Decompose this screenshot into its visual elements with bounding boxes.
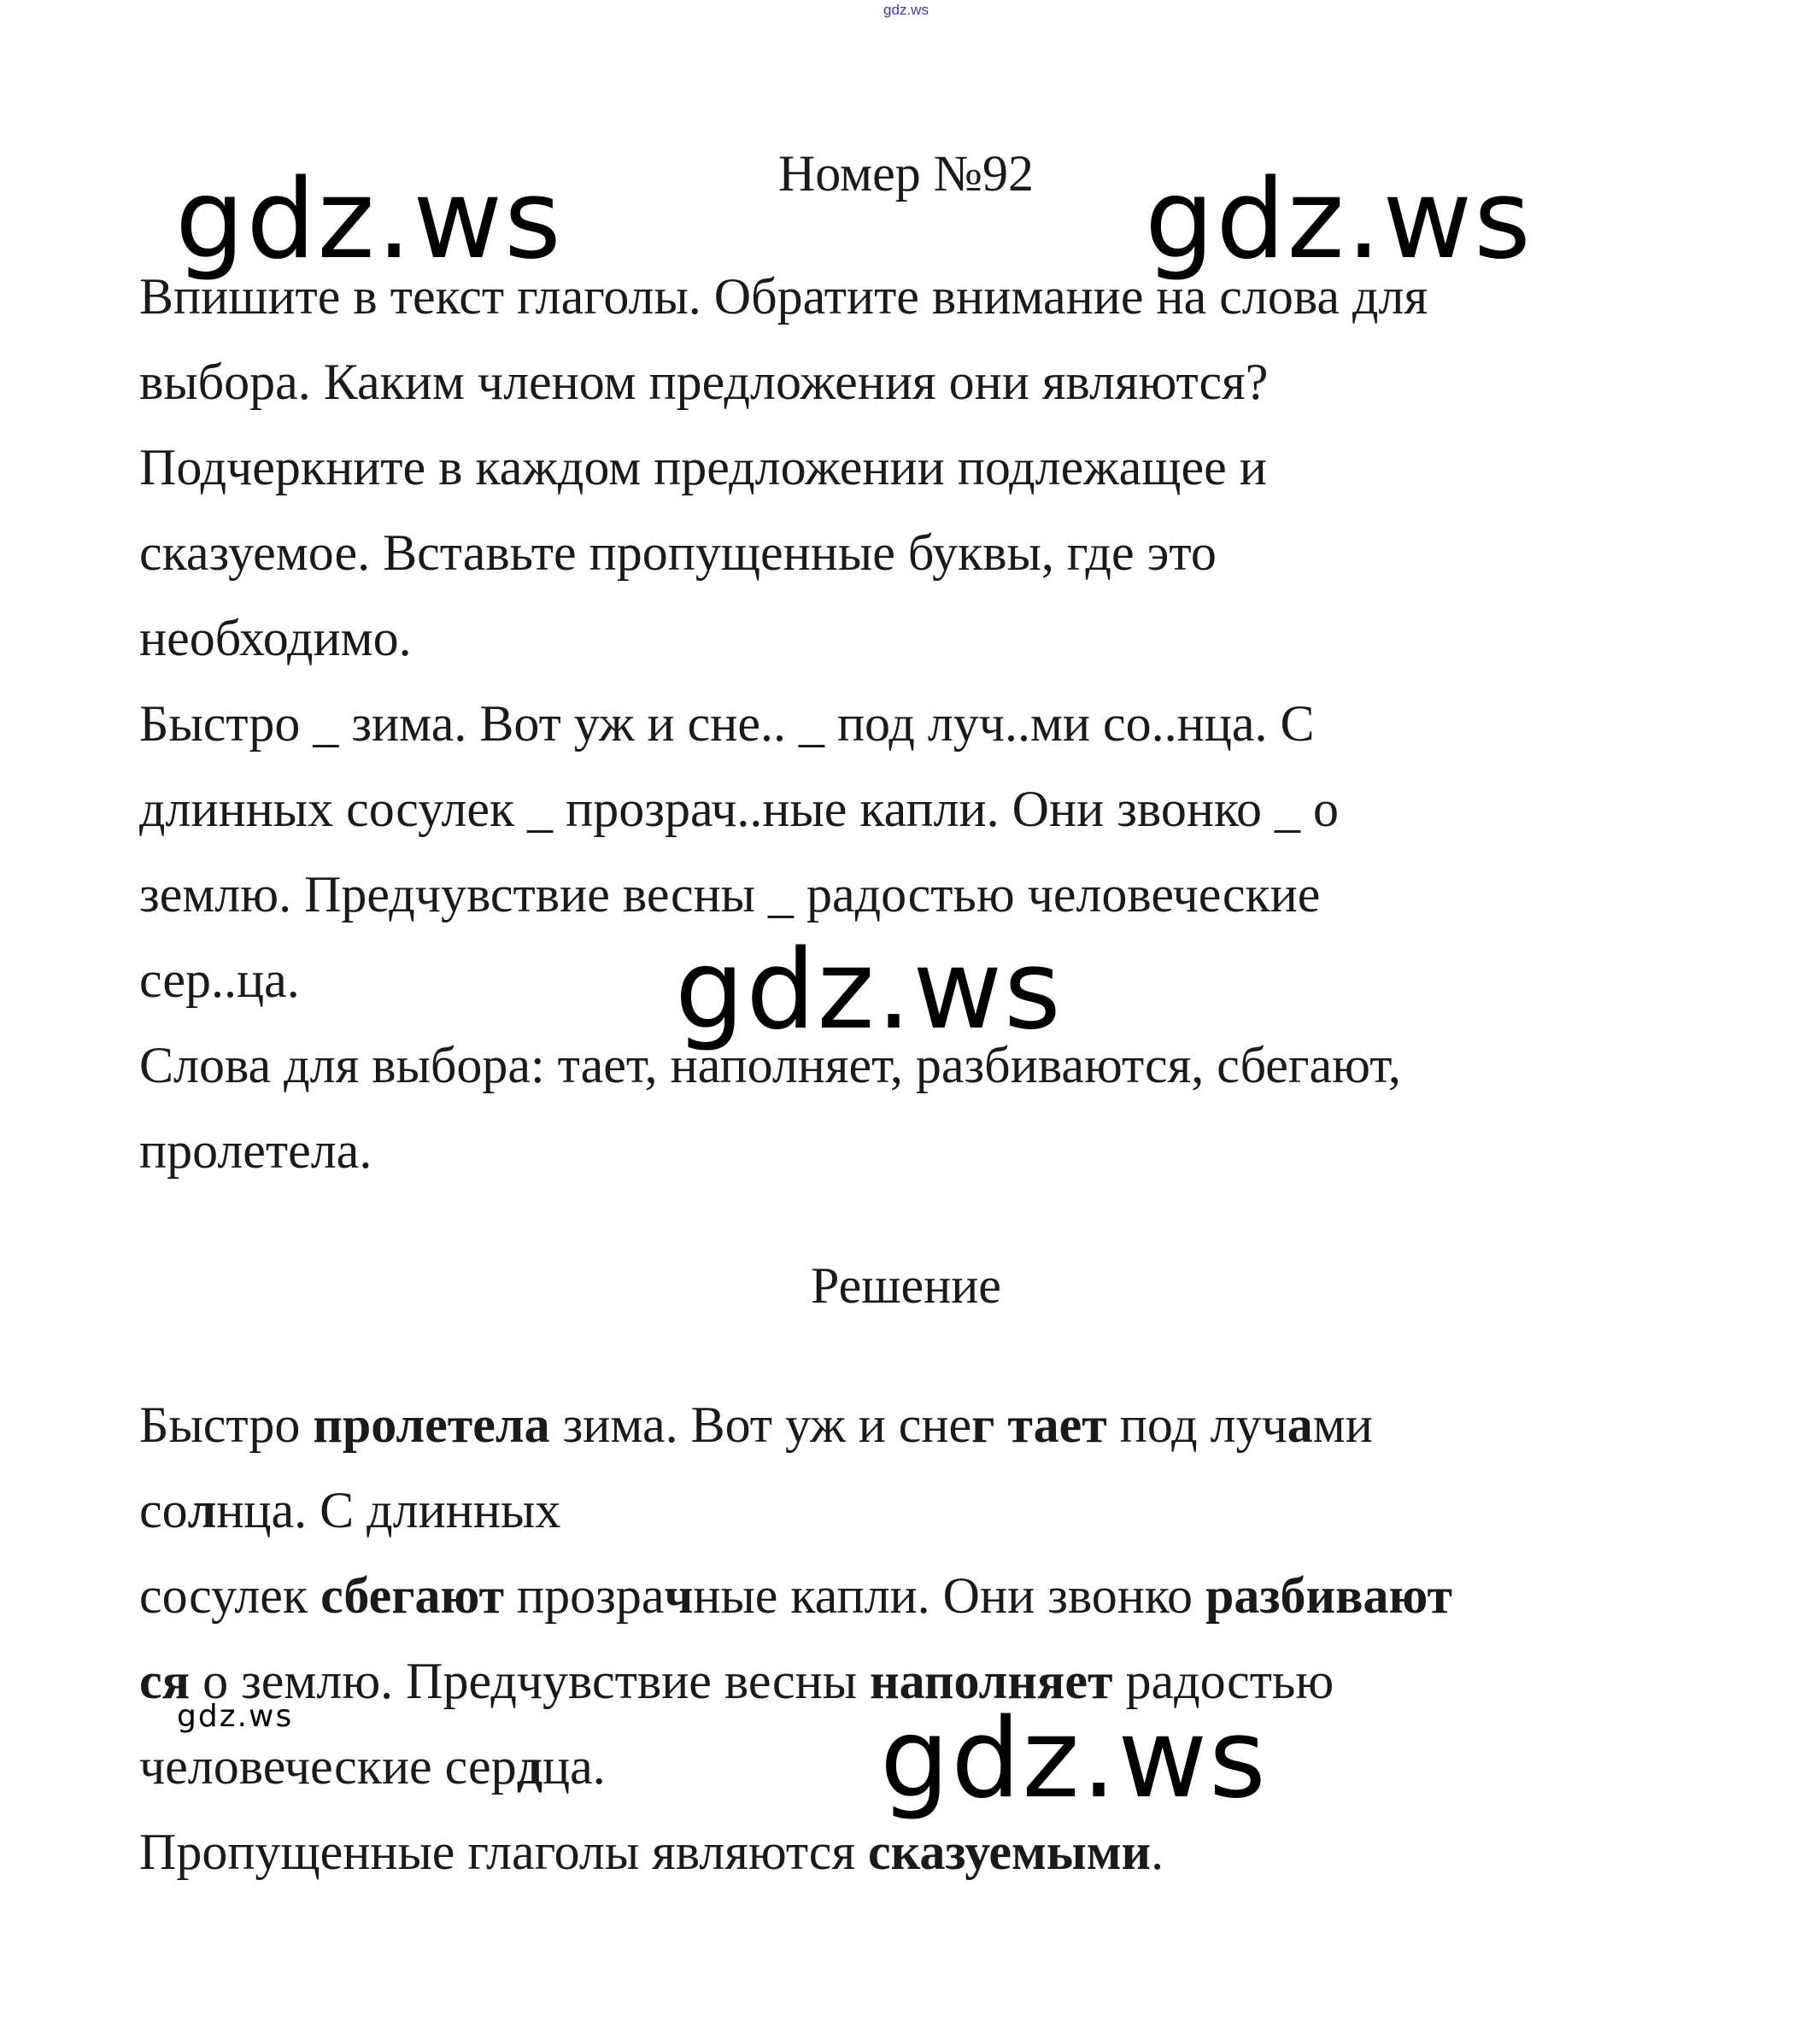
inserted-verb: ся: [139, 1653, 191, 1709]
watermark: gdz.ws: [880, 1696, 1268, 1823]
task-line: Слова для выбора: тает, наполняет, разбиваются, сбегают,: [139, 1037, 1401, 1093]
answer-term: сказуемыми: [868, 1824, 1152, 1880]
task-line: Впишите в текст глаголы. Обратите внимание на слова для: [139, 268, 1428, 325]
solution-line: [139, 1553, 1677, 1638]
watermark: gdz.ws: [675, 927, 1063, 1054]
task-line: землю. Предчувствие весны _ радостью человеческие: [139, 866, 1321, 922]
task-line: сказуемое. Вставьте пропущенные буквы, где это: [139, 524, 1217, 581]
task-line: длинных сосулек _ прозрач..ные капли. Они звонко _ о: [139, 781, 1340, 837]
task-line: пролетела.: [139, 1122, 372, 1179]
text-run: н: [693, 1567, 721, 1624]
page-title: Номер №92: [777, 145, 1035, 202]
solution-line: [139, 1467, 1677, 1553]
inserted-verb: тает: [1007, 1397, 1107, 1453]
inserted-letter: а: [1287, 1397, 1313, 1453]
text-run: сосулек: [139, 1567, 321, 1624]
text-run: прозра: [504, 1567, 665, 1624]
inserted-letter: д: [516, 1738, 543, 1795]
text-run: ми: [1312, 1397, 1373, 1453]
watermark: gdz.ws: [175, 156, 563, 284]
task-line: сер..ца.: [139, 952, 300, 1008]
text-run: ца.: [542, 1738, 606, 1795]
inserted-letter: г: [971, 1397, 995, 1453]
inserted-verb: наполняет: [870, 1653, 1113, 1709]
text-run: человеческие сер: [139, 1738, 517, 1795]
inserted-verb: сбегают: [320, 1567, 505, 1624]
text-run: ые капли. Они звонко: [720, 1567, 1206, 1624]
top-watermark: gdz.ws: [883, 2, 929, 18]
text-run: со: [139, 1482, 188, 1538]
watermark-small: gdz.ws: [177, 1699, 294, 1734]
watermark: gdz.ws: [1145, 156, 1533, 284]
inserted-verb: разбивают: [1205, 1567, 1453, 1624]
text-run: радостью: [1112, 1653, 1334, 1709]
task-line: Быстро _ зима. Вот уж и сне.. _ под луч..ми со..нца. С: [139, 695, 1315, 752]
inserted-verb: пролетела: [313, 1397, 550, 1453]
solution-line: [139, 1382, 1677, 1467]
inserted-letter: л: [187, 1482, 217, 1538]
solution-heading: Решение: [811, 1257, 1001, 1314]
text-run: под луч: [1106, 1397, 1287, 1453]
text-run: нца. С длинных: [216, 1482, 561, 1538]
task-line: выбора. Каким членом предложения они являются?: [139, 354, 1269, 410]
text-run: о землю. Предчувствие весны: [190, 1653, 871, 1709]
text-run: [994, 1397, 1007, 1453]
task-line: необходимо.: [139, 610, 412, 666]
inserted-letter: ч: [664, 1567, 694, 1624]
text-run: Пропущенные глаголы являются: [139, 1824, 869, 1880]
text-run: зима. Вот уж и сне: [549, 1397, 972, 1453]
text-run: .: [1151, 1824, 1164, 1880]
text-run: Быстро: [139, 1397, 314, 1453]
task-line: Подчеркните в каждом предложении подлежащее и: [139, 439, 1267, 495]
